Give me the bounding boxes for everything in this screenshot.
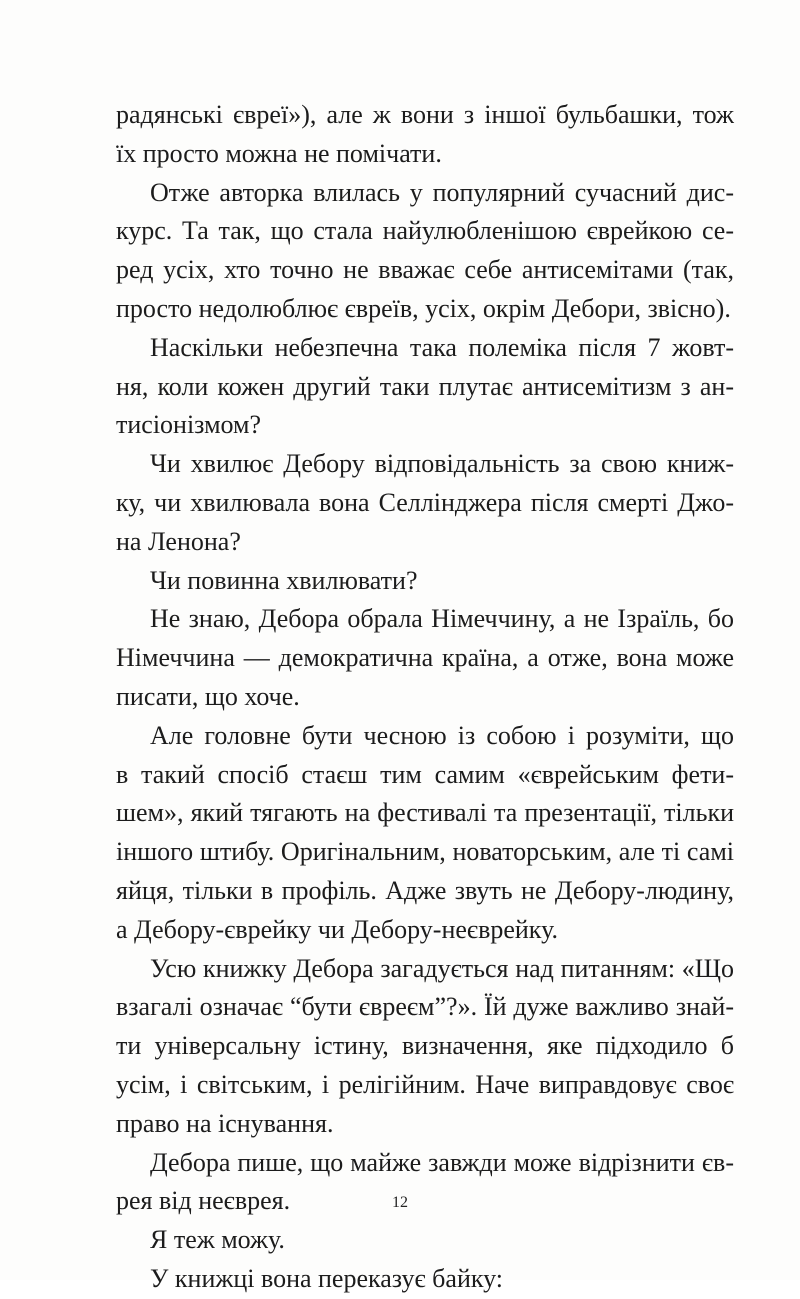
text-line: в такий спосіб стаєш тим самим «єврейським фети-	[116, 759, 734, 789]
paragraph	[116, 445, 734, 561]
text-line: Я теж можу.	[150, 1225, 285, 1255]
text-line: усім, і світським, і релігійним. Наче виправдовує своє	[116, 1069, 734, 1099]
text-line: У книжці вона переказує байку:	[150, 1263, 504, 1293]
text-line: ня, коли кожен другий таки плутає антисемітизм з ан-	[116, 371, 734, 401]
text-line: Усю книжку Дебора загадується над питанням: «Що	[150, 953, 734, 983]
text-line: радянські євреї»), але ж вони з іншої бульбашки, тож	[116, 100, 734, 129]
text-line: Чи повинна хвилювати?	[150, 565, 418, 595]
text-line: Отже авторка влилась у популярний сучасний дис-	[150, 177, 734, 207]
text-line: Чи хвилює Дебору відповідальність за свою книж-	[150, 449, 734, 479]
paragraph	[116, 562, 734, 601]
text-line: писати, що хоче.	[116, 681, 300, 711]
text-line: курс. Та так, що стала найулюбленішою єврейкою се-	[116, 216, 734, 246]
paragraph	[116, 174, 734, 329]
text-line: іншого штибу. Оригінальним, новаторським, але ті самі	[116, 837, 734, 867]
text-line: ку, чи хвилювала вона Селлінджера після смерті Джо-	[116, 487, 734, 517]
paragraph	[116, 600, 734, 716]
text-line: ред усіх, хто точно не вважає себе антисемітами (так,	[116, 255, 734, 285]
text-line: шем», який тягають на фестивалі та презентації, тільки	[116, 798, 734, 828]
paragraph	[116, 96, 734, 174]
paragraph	[116, 950, 734, 1144]
text-line: взагалі означає “бути євреєм”?». Їй дуже важливо знай-	[116, 992, 734, 1022]
paragraph	[116, 329, 734, 445]
text-line: Не знаю, Дебора обрала Німеччину, а не Ізраїль, бо	[150, 604, 734, 634]
text-line: просто недолюблює євреїв, усіх, окрім Дебори, звісно).	[116, 293, 731, 323]
body-text	[116, 96, 734, 1299]
text-line: Але головне бути чесною із собою і розуміти, що	[150, 720, 734, 750]
text-line: яйця, тільки в профіль. Адже звуть не Дебору-людину,	[116, 875, 734, 905]
text-line: право на існування.	[116, 1108, 334, 1138]
text-line: Наскільки небезпечна така полеміка після 7 жовт-	[150, 332, 734, 362]
text-line: Дебора пише, що майже завжди може відрізнити єв-	[150, 1147, 734, 1177]
text-line: Німеччина — демократична країна, а отже, вона може	[116, 643, 734, 673]
text-line: тисіонізмом?	[116, 410, 262, 440]
text-line: на Ленона?	[116, 526, 241, 556]
paragraph	[116, 1260, 734, 1299]
text-line: а Дебору-єврейку чи Дебору-неєврейку.	[116, 914, 558, 944]
text-line: рея від неєврея.	[116, 1186, 291, 1216]
paragraph	[116, 1221, 734, 1260]
page-number: 12	[392, 1194, 408, 1211]
paragraph	[116, 717, 734, 950]
text-line: їх просто можна не помічати.	[116, 138, 442, 168]
text-line: ти універсальну істину, визначення, яке підходило б	[116, 1031, 734, 1061]
